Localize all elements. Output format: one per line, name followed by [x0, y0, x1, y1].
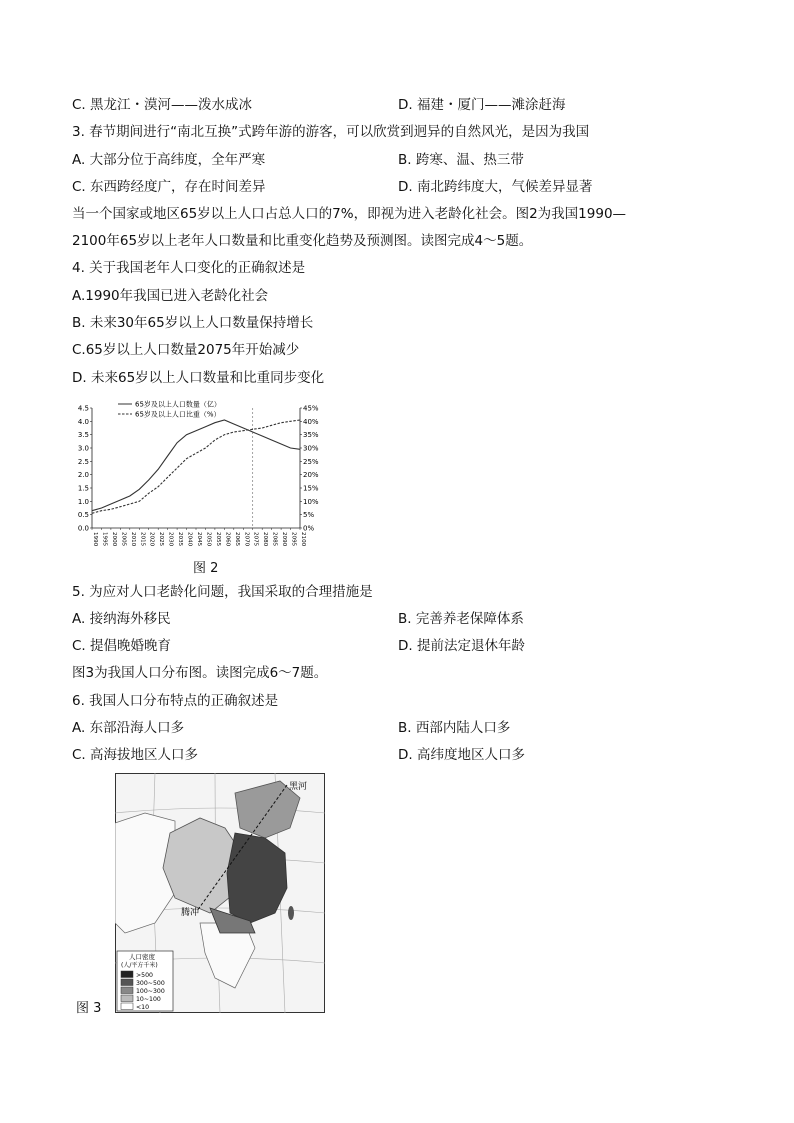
- right-tick-label: 30%: [303, 444, 319, 453]
- intro-45-line1: 当一个国家或地区65岁以上人口占总人口的7%，即视为进入老龄化社会。图2为我国1990—: [72, 206, 627, 222]
- x-tick-label: 2070: [243, 532, 250, 547]
- legend-item-label: 100~300: [136, 988, 165, 995]
- figure-3-caption: 图 3: [76, 1001, 102, 1016]
- q3-option-b: B. 跨寒、温、热三带: [398, 152, 524, 168]
- x-tick-label: 2065: [233, 532, 240, 547]
- legend-label: 65岁及以上人口数量（亿）: [135, 400, 221, 409]
- series-line-0: [92, 420, 300, 511]
- legend-color-box: [121, 995, 133, 1002]
- right-tick-label: 45%: [303, 404, 319, 413]
- x-tick-label: 1990: [92, 532, 98, 547]
- taiwan-island: [288, 906, 294, 920]
- x-tick-label: 1995: [101, 532, 108, 547]
- x-tick-label: 2045: [196, 532, 202, 547]
- x-tick-label: 2020: [148, 532, 155, 547]
- q3-option-d: D. 南北跨纬度大，气候差异显著: [398, 179, 593, 195]
- right-tick-label: 0%: [303, 524, 315, 533]
- legend-color-box: [121, 971, 133, 978]
- right-tick-label: 40%: [303, 417, 319, 426]
- legend-item-label: <10: [136, 1004, 150, 1011]
- legend-color-box: [121, 1003, 133, 1010]
- right-tick-label: 10%: [303, 497, 319, 506]
- intro-67: 图3为我国人口分布图。读图完成6～7题。: [72, 665, 328, 681]
- left-tick-label: 2.0: [77, 471, 89, 480]
- legend-color-box: [121, 987, 133, 994]
- q3-stem: 3. 春节期间进行“南北互换”式跨年游的游客，可以欣赏到迥异的自然风光，是因为我国: [72, 124, 590, 140]
- x-tick-label: 2055: [214, 532, 221, 547]
- figure-2-caption: 图 2: [193, 561, 219, 576]
- x-tick-label: 2005: [120, 532, 127, 547]
- right-tick-label: 5%: [303, 511, 315, 520]
- label-tengchong: 腾冲: [181, 908, 200, 918]
- left-tick-label: 3.0: [77, 444, 89, 453]
- x-tick-label: 2080: [262, 532, 269, 547]
- x-tick-label: 2015: [139, 532, 146, 547]
- q4-option-b: B. 未来30年65岁以上人口数量保持增长: [72, 315, 314, 331]
- x-tick-label: 2095: [290, 532, 297, 547]
- legend-title-line2: (人/平方千米): [121, 962, 158, 969]
- legend-title-line1: 人口密度: [129, 953, 155, 961]
- legend-color-box: [121, 979, 133, 986]
- right-tick-label: 35%: [303, 431, 319, 440]
- left-tick-label: 0.5: [77, 511, 89, 520]
- q5-option-d: D. 提前法定退休年龄: [398, 638, 525, 654]
- q3-option-a: A. 大部分位于高纬度，全年严寒: [72, 152, 266, 168]
- q5-option-a: A. 接纳海外移民: [72, 611, 171, 627]
- x-tick-label: 2035: [177, 532, 184, 547]
- x-tick-label: 2000: [110, 532, 117, 547]
- aging-population-chart: [70, 396, 330, 554]
- q3-option-c: C. 东西跨经度广，存在时间差异: [72, 179, 266, 195]
- q4-option-d: D. 未来65岁以上人口数量和比重同步变化: [72, 370, 325, 386]
- label-heihe: 黑河: [289, 782, 308, 792]
- left-tick-label: 3.5: [77, 431, 89, 440]
- q4-option-a: A.1990年我国已进入老龄化社会: [72, 288, 269, 304]
- q6-option-a: A. 东部沿海人口多: [72, 720, 185, 736]
- left-tick-label: 1.0: [77, 497, 89, 506]
- x-tick-label: 2075: [252, 532, 259, 547]
- q6-option-d: D. 高纬度地区人口多: [398, 747, 525, 763]
- legend-item-label: >500: [136, 972, 153, 979]
- q2-option-d: D. 福建・厦门——滩涂赶海: [398, 97, 566, 113]
- right-tick-label: 20%: [303, 471, 319, 480]
- x-tick-label: 2030: [167, 532, 174, 547]
- x-tick-label: 2085: [271, 532, 278, 547]
- q6-stem: 6. 我国人口分布特点的正确叙述是: [72, 693, 279, 709]
- x-tick-label: 2050: [205, 532, 212, 547]
- intro-45-line2: 2100年65岁以上老年人口数量和比重变化趋势及预测图。读图完成4～5题。: [72, 233, 533, 249]
- legend-label: 65岁及以上人口比重（%）: [135, 410, 221, 419]
- x-tick-label: 2060: [224, 532, 231, 547]
- q2-option-c: C. 黑龙江・漠河——泼水成冰: [72, 97, 253, 113]
- q6-option-b: B. 西部内陆人口多: [398, 720, 511, 736]
- left-tick-label: 4.5: [77, 404, 89, 413]
- left-tick-label: 4.0: [77, 417, 89, 426]
- right-tick-label: 25%: [303, 457, 319, 466]
- right-tick-label: 15%: [303, 484, 319, 493]
- x-tick-label: 2100: [300, 532, 306, 547]
- x-tick-label: 2010: [129, 532, 136, 547]
- q5-option-c: C. 提倡晚婚晚育: [72, 638, 172, 654]
- q6-option-c: C. 高海拔地区人口多: [72, 747, 199, 763]
- map-legend: [117, 951, 173, 1011]
- q4-option-c: C.65岁以上人口数量2075年开始减少: [72, 342, 300, 358]
- x-tick-label: 2025: [158, 532, 165, 547]
- population-map: [115, 773, 325, 1013]
- q5-stem: 5. 为应对人口老龄化问题，我国采取的合理措施是: [72, 584, 373, 600]
- left-tick-label: 0.0: [77, 524, 89, 533]
- left-tick-label: 2.5: [77, 457, 89, 466]
- x-tick-label: 2040: [186, 532, 193, 547]
- q5-option-b: B. 完善养老保障体系: [398, 611, 524, 627]
- x-tick-label: 2090: [281, 532, 288, 547]
- q4-stem: 4. 关于我国老年人口变化的正确叙述是: [72, 260, 306, 276]
- left-tick-label: 1.5: [77, 484, 89, 493]
- legend-item-label: 10~100: [136, 996, 161, 1003]
- legend-item-label: 300~500: [136, 980, 165, 987]
